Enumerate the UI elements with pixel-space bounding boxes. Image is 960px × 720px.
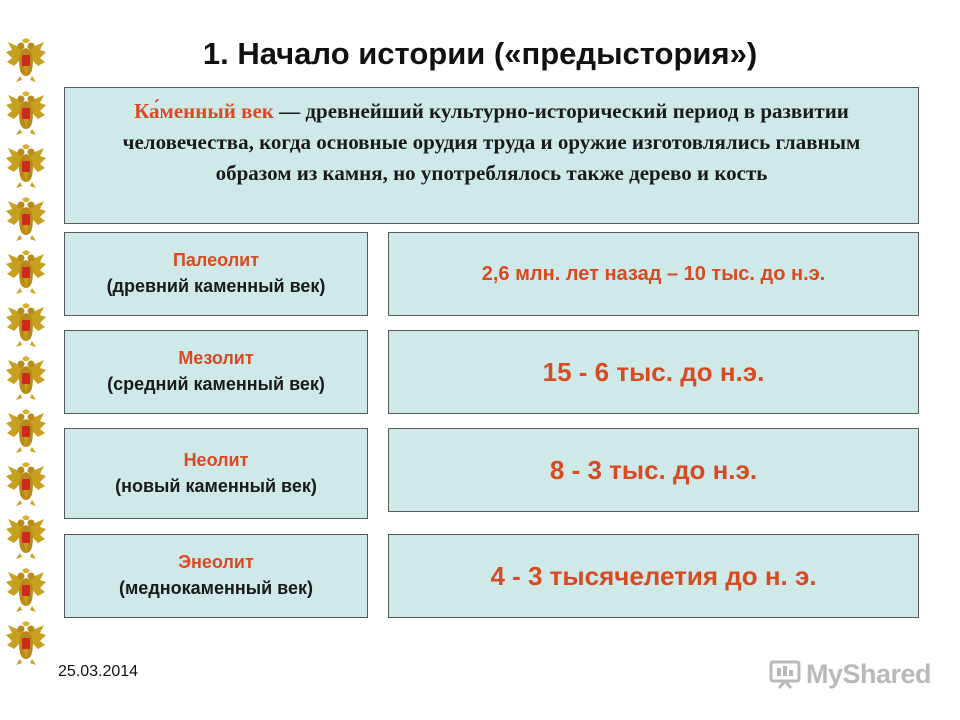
logo-text: MyShared bbox=[806, 658, 932, 689]
period-name: Энеолит bbox=[178, 552, 254, 572]
period-description: (меднокаменный век) bbox=[119, 578, 313, 598]
myshared-logo[interactable] bbox=[768, 656, 931, 692]
slide-title: 1. Начало истории («предыстория») bbox=[202, 36, 758, 71]
period-date: 15 - 6 тыс. до н.э. bbox=[542, 356, 765, 387]
period-date: 4 - 3 тысячелетия до н. э. bbox=[490, 560, 817, 591]
period-description: (средний каменный век) bbox=[107, 374, 325, 394]
double-headed-eagle-icon bbox=[4, 462, 48, 508]
period-date-box-neolithic bbox=[388, 428, 919, 512]
double-headed-eagle-icon bbox=[4, 303, 48, 349]
period-description: (новый каменный век) bbox=[115, 475, 317, 496]
double-headed-eagle-icon bbox=[4, 91, 48, 137]
period-name-box-neolithic bbox=[64, 428, 368, 519]
double-headed-eagle-icon bbox=[4, 144, 48, 190]
period-name: Мезолит bbox=[178, 348, 254, 368]
double-headed-eagle-icon bbox=[4, 621, 48, 667]
definition-term: Ка́менный век bbox=[134, 99, 274, 123]
period-name: Неолит bbox=[183, 449, 249, 470]
double-headed-eagle-icon bbox=[4, 356, 48, 402]
definition-box bbox=[64, 87, 919, 224]
period-date: 2,6 млн. лет назад – 10 тыс. до н.э. bbox=[481, 262, 826, 285]
double-headed-eagle-icon bbox=[4, 568, 48, 614]
period-date: 8 - 3 тыс. до н.э. bbox=[549, 454, 758, 485]
double-headed-eagle-icon bbox=[4, 515, 48, 561]
definition-text: — древнейший культурно-исторический период в развитии человечества, когда основные орудия труда и оружие изготовлялись главным образом из камня, но употреблялось также дерево и кость bbox=[122, 99, 861, 185]
period-date-box-mesolithic bbox=[388, 330, 919, 414]
period-description: (древний каменный век) bbox=[106, 276, 326, 296]
period-name-box-mesolithic bbox=[64, 330, 368, 414]
footer-date: 25.03.2014 bbox=[58, 663, 139, 680]
double-headed-eagle-icon bbox=[4, 409, 48, 455]
period-date-box-paleolithic bbox=[388, 232, 919, 316]
presentation-screen-icon bbox=[768, 659, 802, 689]
eagle-border bbox=[0, 38, 52, 678]
period-date-box-eneolithic bbox=[388, 534, 919, 618]
period-name-box-eneolithic bbox=[64, 534, 368, 618]
period-name-box-paleolithic bbox=[64, 232, 368, 316]
double-headed-eagle-icon bbox=[4, 197, 48, 243]
double-headed-eagle-icon bbox=[4, 250, 48, 296]
period-name: Палеолит bbox=[172, 250, 260, 270]
